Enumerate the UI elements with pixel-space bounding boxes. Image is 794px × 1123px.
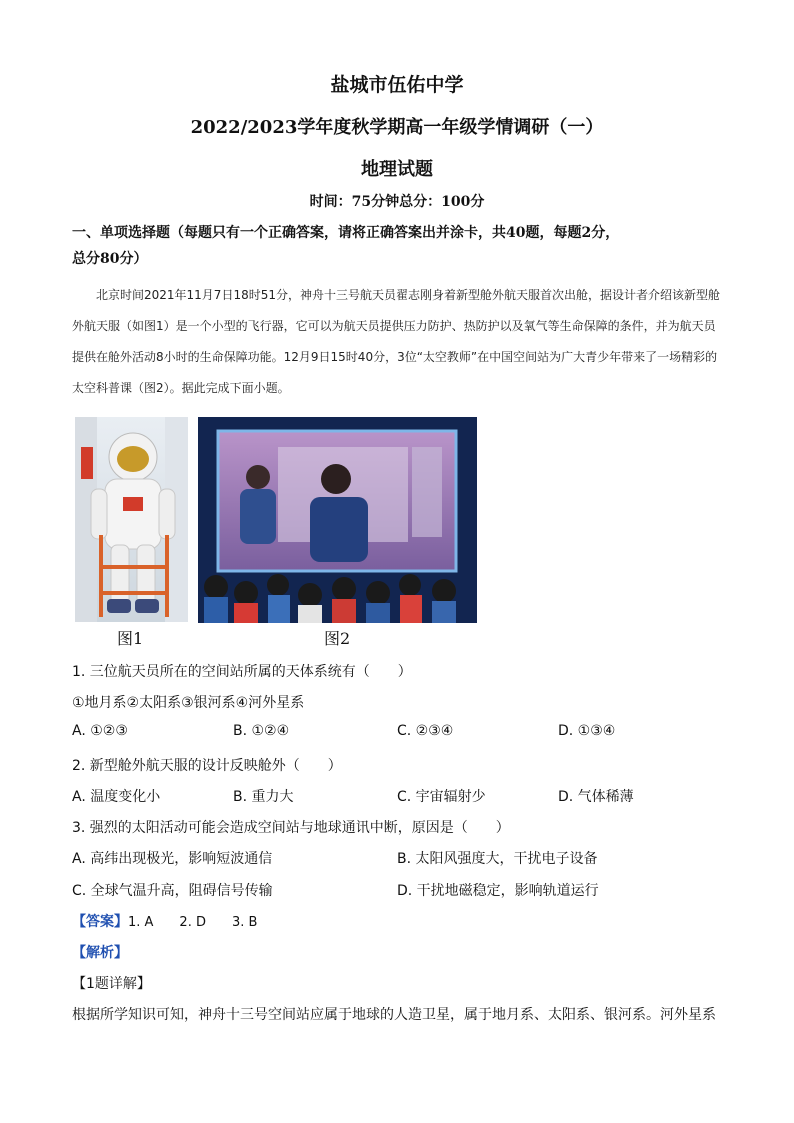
question-1-option-a: A. ①②③ xyxy=(72,723,128,739)
question-2-option-d: D. 气体稀薄 xyxy=(558,789,634,805)
answer-line xyxy=(72,911,257,931)
question-1-option-d: D. ①③④ xyxy=(558,723,616,739)
question-2-option-b: B. 重力大 xyxy=(233,789,294,805)
answer-values: 1. A 2. D 3. B xyxy=(128,915,258,930)
question-3-option-a: A. 高纬出现极光，影响短波通信 xyxy=(72,851,273,867)
answer-label: 【答案】 xyxy=(72,914,128,930)
question-2-option-c: C. 宇宙辐射少 xyxy=(397,789,486,805)
passage: 北京时间2021年11月7日18时51分，神舟十三号航天员翟志刚身着新型舱外航天服首次出舱，据设计者介绍该新型舱外航天服（如图1）是一个小型的飞行器，它可以为航天员提供压力防护、热防护以及氧气等生命保障的条件，并为航天员提供在舱外活动8小时的生命保障功能。12月9日15时40分，3位“太空教师”在中国空间站为广大青少年带来了一场精彩的太空科普课（图2）。据此完成下面小题。 xyxy=(72,288,720,395)
school-title: 盐城市伍佑中学 xyxy=(330,74,464,96)
exam-title: 2022/2023学年度秋学期高一年级学情调研（一） xyxy=(190,117,604,138)
analysis-text: 根据所学知识可知，神舟十三号空间站应属于地球的人造卫星，属于地月系、太阳系、银河系。河外星系 xyxy=(72,1007,716,1023)
space-class-illustration xyxy=(198,417,477,623)
question-2-option-a: A. 温度变化小 xyxy=(72,789,161,805)
subject-title: 地理试题 xyxy=(361,159,433,180)
question-3-stem: 3. 强烈的太阳活动可能会造成空间站与地球通讯中断，原因是（ ） xyxy=(72,820,510,836)
question-3-option-c: C. 全球气温升高，阻碍信号传输 xyxy=(72,883,273,899)
question-3-option-b: B. 太阳风强度大，干扰电子设备 xyxy=(397,851,598,867)
analysis-detail-label: 【1题详解】 xyxy=(72,976,151,992)
section-title xyxy=(72,220,732,272)
spacesuit-illustration xyxy=(75,417,188,622)
question-3-option-d: D. 干扰地磁稳定，影响轨道运行 xyxy=(397,883,599,899)
figure-1-spacesuit-image xyxy=(75,417,188,622)
figure-1-caption: 图1 xyxy=(117,629,144,648)
section-title-line1: 一、单项选择题（每题只有一个正确答案，请将正确答案出并涂卡，共40题，每题2分， xyxy=(72,225,620,241)
question-1-option-b: B. ①②④ xyxy=(233,723,290,739)
question-2-stem: 2. 新型舱外航天服的设计反映舱外（ ） xyxy=(72,758,342,774)
figure-2-space-class-image xyxy=(198,417,477,623)
time-score: 时间：75分钟总分：100分 xyxy=(309,194,485,210)
question-1-subitems: ①地月系②太阳系③银河系④河外星系 xyxy=(72,695,305,711)
section-title-line2: 总分80分） xyxy=(72,251,148,267)
question-1-stem: 1. 三位航天员所在的空间站所属的天体系统有（ ） xyxy=(72,664,412,680)
figure-2-caption: 图2 xyxy=(324,629,351,648)
analysis-label: 【解析】 xyxy=(72,945,128,961)
question-1-option-c: C. ②③④ xyxy=(397,723,454,739)
